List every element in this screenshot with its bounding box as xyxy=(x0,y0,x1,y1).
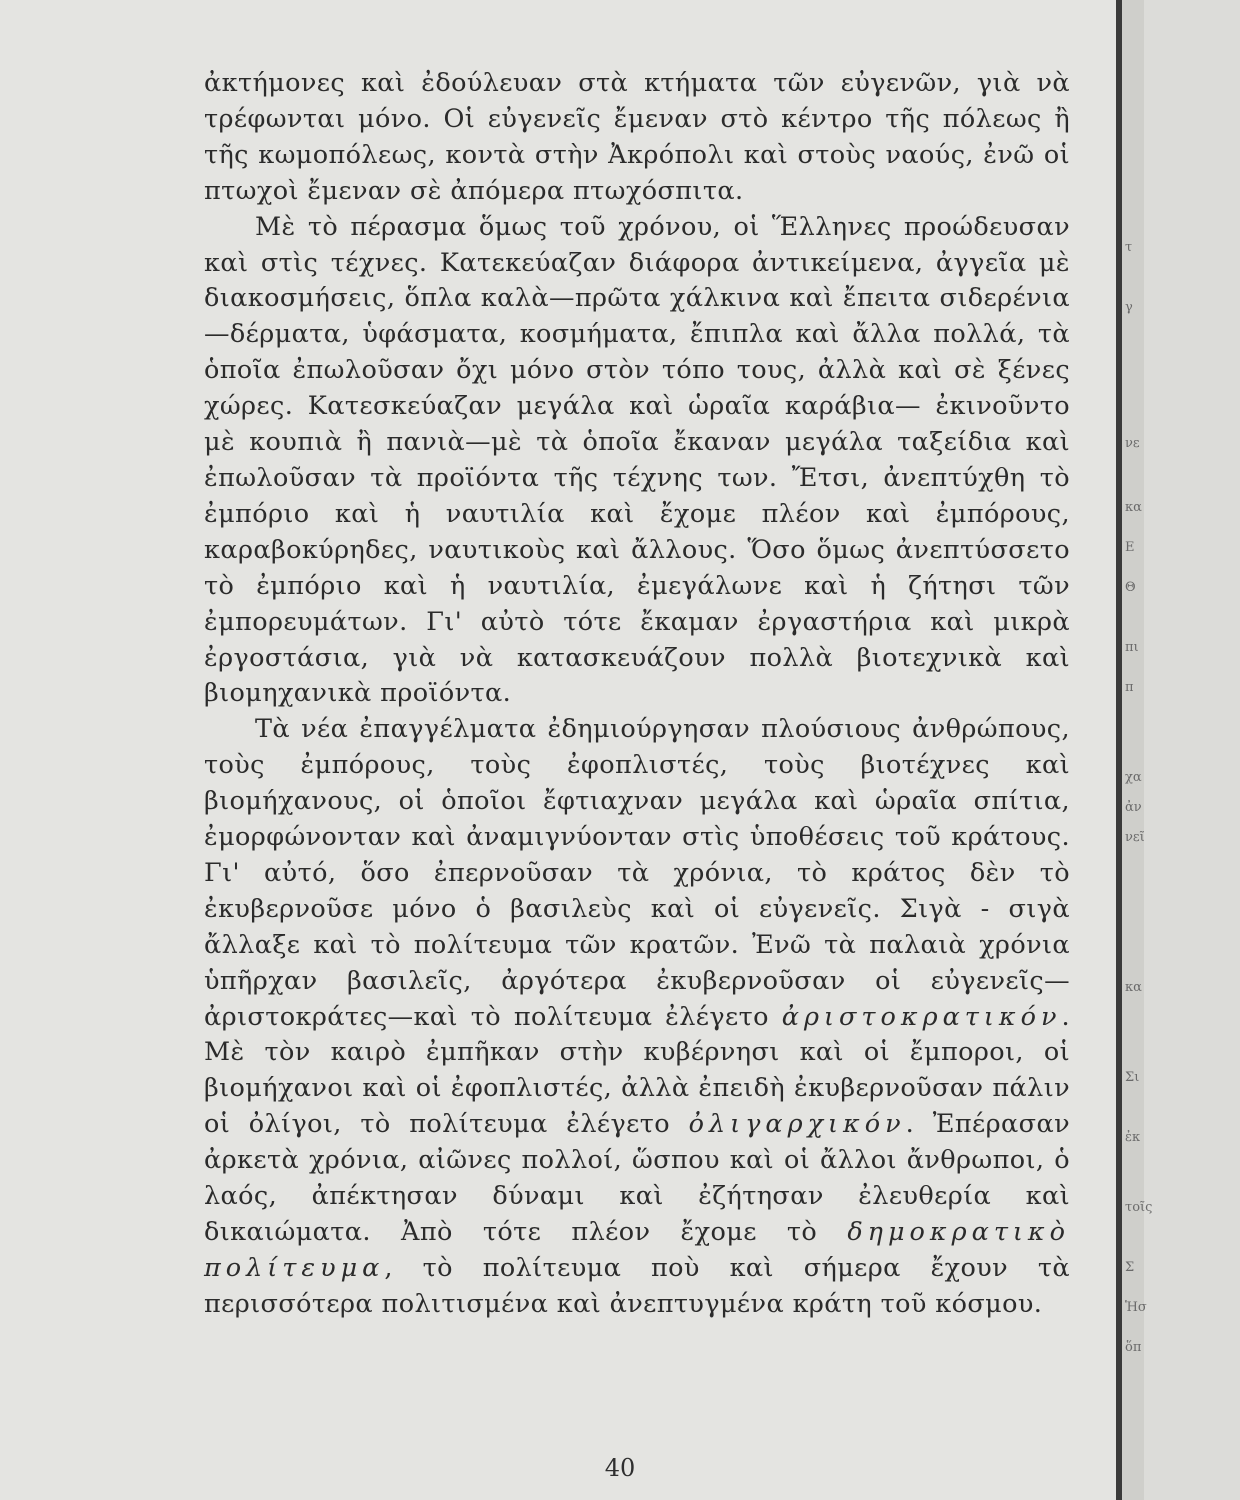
text-segment: ἀκτήμονες καὶ ἐδούλευαν στὰ κτήματα τῶν εὐγενῶν, γιὰ νὰ τρέφωνται μόνο. Οἱ εὐγενεῖς ἔμεναν στὸ κέντρο τῆς πόλεως ἢ τῆς κωμοπόλεως, κοντὰ στὴν Ἀκρόπολι καὶ στοὺς ναούς, ἐνῶ οἱ πτωχοὶ ἔμεναν σὲ ἀπόμερα πτωχόσπιτα. xyxy=(204,68,1070,206)
paragraph-2 xyxy=(204,210,1070,713)
text-segment: . Μὲ τὸν καιρὸ ἐμπῆκαν στὴν κυβέρνησι καὶ οἱ ἔμποροι, οἱ βιομήχανοι καὶ οἱ ἐφοπλιστές, ἀλλὰ ἐπειδὴ ἐκυβερνοῦσαν πάλιν οἱ ὀλίγοι, τὸ πολίτευμα ἐλέγετο xyxy=(204,1001,1070,1140)
emphasized-term: δημοκρατικὸ πολίτευμα xyxy=(204,1217,1070,1283)
emphasized-term: ἀριστοκρατικόν xyxy=(781,1001,1062,1032)
text-segment: Τὰ νέα ἐπαγγέλματα ἐδημιούργησαν πλούσιους ἀνθρώπους, τοὺς ἐμπόρους, τοὺς ἐφοπλιστές, τοὺς βιοτέχνες καὶ βιομήχανους, οἱ ὁποῖοι ἔφτιαχναν μεγάλα καὶ ὡραῖα σπίτια, ἐμορφώνονταν καὶ ἀναμιγνύονταν στὶς ὑποθέσεις τοῦ κράτους. Γι' αὐτό, ὅσο ἐπερνοῦσαν τὰ χρόνια, τὸ κράτος δὲν τὸ ἐκυβερνοῦσε μόνο ὁ βασιλεὺς καὶ οἱ εὐγενεῖς. Σιγὰ - σιγὰ ἄλλαξε καὶ τὸ πολίτευμα τῶν κρατῶν. Ἐνῶ τὰ παλαιὰ χρόνια ὑπῆρχαν βασιλεῖς, ἀργότερα ἐκυβερνοῦσαν οἱ εὐγενεῖς—ἀριστοκράτες—καὶ τὸ πολίτευμα ἐλέγετο xyxy=(204,714,1070,1032)
paragraph-3 xyxy=(204,712,1070,1322)
page-number: 40 xyxy=(604,1454,636,1482)
emphasized-term: ὀλιγαρχικόν xyxy=(688,1109,906,1140)
paragraph-1 xyxy=(204,66,1070,210)
text-segment: , τὸ πολίτευμα ποὺ καὶ σήμερα ἔχουν τὰ περισσότερα πολιτισμένα καὶ ἀνεπτυγμένα κράτη τοῦ κόσμου. xyxy=(204,1252,1070,1319)
text-segment: . Ἐπέρασαν ἀρκετὰ χρόνια, αἰῶνες πολλοί, ὥσπου καὶ οἱ ἄλλοι ἄνθρωποι, ὁ λαός, ἀπέκτησαν δύναμι καὶ ἐζήτησαν ἐλευθερία καὶ δικαιώματα. Ἀπὸ τότε πλέον ἔχομε τὸ xyxy=(204,1109,1070,1247)
text-segment: Μὲ τὸ πέρασμα ὅμως τοῦ χρόνου, οἱ Ἕλληνες προώδευσαν καὶ στὶς τέχνες. Κατεκεύαζαν διάφορα ἀντικείμενα, ἀγγεῖα μὲ διακοσμήσεις, ὅπλα καλὰ—πρῶτα χάλκινα καὶ ἔπειτα σιδερένια—δέρματα, ὑφάσματα, κοσμήματα, ἔπιπλα καὶ ἄλλα πολλά, τὰ ὁποῖα ἐπωλοῦσαν ὄχι μόνο στὸν τόπο τους, ἀλλὰ καὶ σὲ ξένες χώρες. Κατεσκεύαζαν μεγάλα καὶ ὡραῖα καράβια— ἐκινοῦντο μὲ κουπιὰ ἢ πανιὰ—μὲ τὰ ὁποῖα ἔκαναν μεγάλα ταξείδια καὶ ἐπωλοῦσαν τὰ προϊόντα τῆς τέχνης των. Ἔτσι, ἀνεπτύχθη τὸ ἐμπόριο καὶ ἡ ναυτιλία καὶ ἔχομε πλέον καὶ ἐμπόρους, καραβοκύρηδες, ναυτικοὺς καὶ ἄλλους. Ὅσο ὅμως ἀνεπτύσσετο τὸ ἐμπόριο καὶ ἡ ναυτιλία, ἐμεγάλωνε καὶ ἡ ζήτησι τῶν ἐμπορευμάτων. Γι' αὐτὸ τότε ἔκαμαν ἐργαστήρια καὶ μικρὰ ἐργοστάσια, γιὰ νὰ κατασκευάζουν πολλὰ βιοτεχνικὰ καὶ βιομηχανικὰ προϊόντα. xyxy=(204,211,1070,709)
body-text xyxy=(204,66,1070,1323)
facing-page-edge: τ γ νε κα Ε Θ πι π χα ἀν νεῖ κα Σι ἐκ τοῖς Σ Ἡσ ὅπ xyxy=(1122,0,1144,1500)
